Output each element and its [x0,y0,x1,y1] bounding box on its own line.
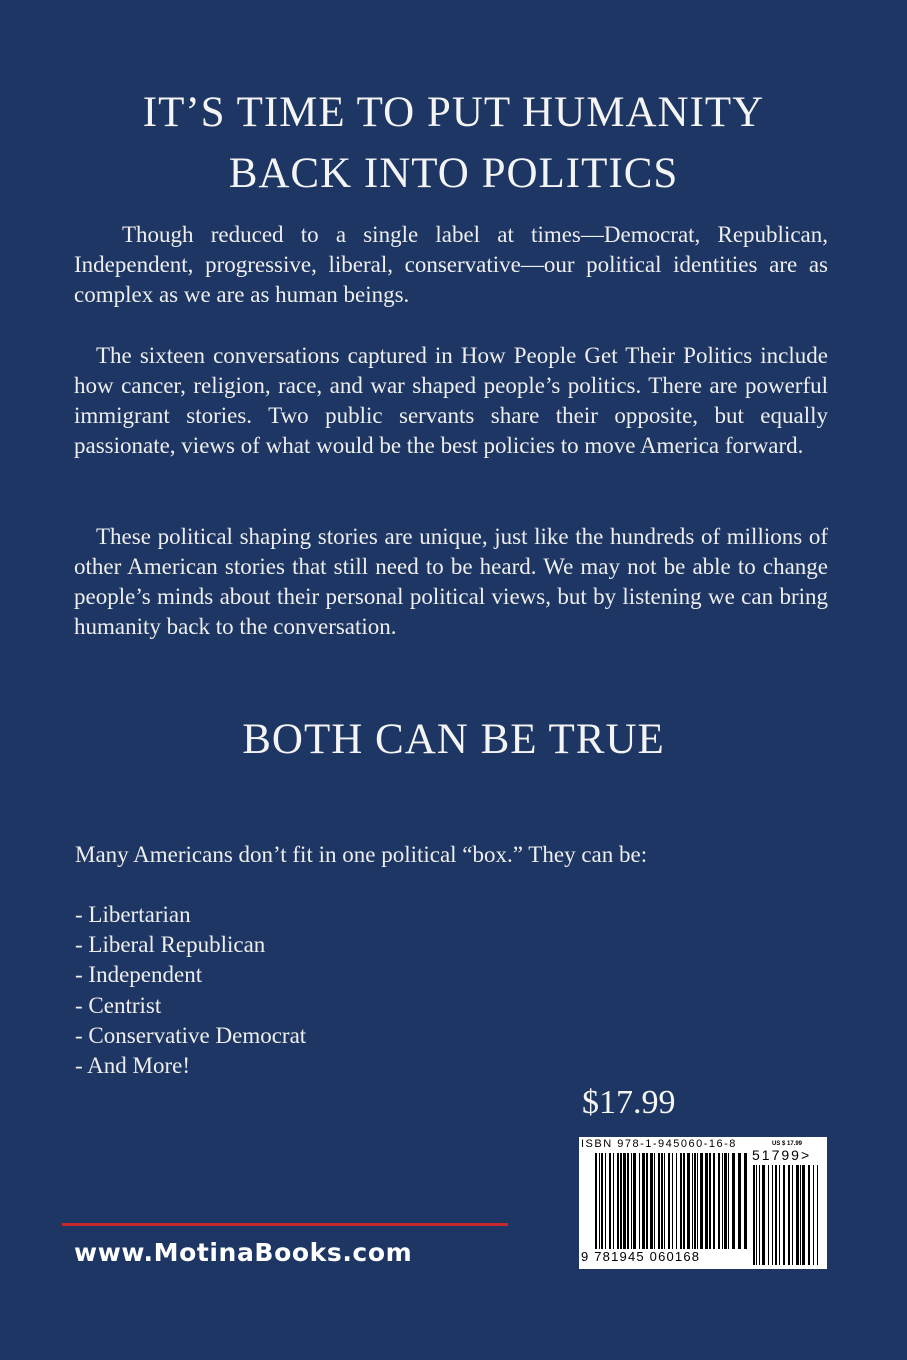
addon-bar [808,1165,810,1265]
ean-number: 9 781945 060168 [581,1249,701,1264]
addon-bar [802,1165,805,1265]
barcode-bar [744,1153,747,1249]
us-price-label: US $ 17.99 [772,1141,803,1147]
barcode-bar [601,1153,603,1249]
addon-bar [800,1165,801,1265]
barcode-bar [668,1153,670,1249]
barcode-bar [654,1153,655,1249]
barcode-bar [722,1153,723,1249]
barcode [579,1137,827,1269]
barcode-bar [709,1153,711,1249]
barcode-bar [728,1153,729,1249]
list-item: - Libertarian [75,902,191,927]
paragraph-2: The sixteen conversations captured in How People Get Their Politics include how cancer, religion, race, and war shaped people’s politics. There are powerful immigrant stories. Two public servants share their opposite, but equally passionate, views of what would be the best policies to move America forward. [74,343,828,458]
barcode-bar [613,1153,614,1249]
headline-line-2: BACK INTO POLITICS [228,150,679,197]
list-intro: Many Americans don’t fit in one political “box.” They can be: [75,842,648,867]
barcode-bar [732,1153,735,1249]
addon-bar [792,1165,793,1265]
barcode-bar [680,1153,682,1249]
addon-bar [753,1165,755,1265]
barcode-bar [623,1153,626,1249]
affiliation-list [75,900,306,1081]
barcode-bar [718,1153,720,1249]
barcode-bar [687,1153,690,1249]
addon-bar [788,1165,790,1265]
addon-bar [759,1165,760,1265]
price: $17.99 [582,1084,676,1121]
barcode-bar [713,1153,715,1249]
barcode-bar [664,1153,665,1249]
barcode-bar [694,1153,696,1249]
barcode-bar [676,1153,677,1249]
addon-bar [768,1165,769,1265]
addon-number [752,1147,811,1163]
addon-arrow: > [800,1147,812,1163]
barcode-bar [705,1153,708,1249]
barcode-bar [658,1153,660,1249]
paragraph-1: Though reduced to a single label at times—Democrat, Republican, Independent, progressive, liberal, conservative—our political identities are as complex as we are as human beings. [74,222,828,307]
subheading: BOTH CAN BE TRUE [242,716,665,763]
barcode-bar [672,1153,673,1249]
barcode-bar [620,1153,622,1249]
isbn-text: ISBN 978-1-945060-16-8 [581,1138,737,1150]
paragraph-3: These political shaping stories are unique, just like the hundreds of millions of other American stories that still need to be heard. We may not be able to change people’s minds about their personal political views, but by listening we can bring humanity back to the conversation. [74,524,828,639]
barcode-bar [661,1153,663,1249]
website-url: www.MotinaBooks.com [74,1238,413,1267]
addon-bar [775,1165,777,1265]
list-item: - And More! [75,1053,190,1079]
list-item: - Conservative Democrat [75,1022,307,1048]
barcode-bar [697,1153,698,1249]
barcode-bar [631,1153,632,1249]
barcode-bar [692,1153,693,1249]
addon-bar [756,1165,757,1265]
barcode-bar [683,1153,685,1249]
barcode-bar [595,1153,597,1249]
addon-bar [817,1165,818,1265]
addon-bar [762,1165,765,1265]
barcode-bar [627,1153,629,1249]
barcode-bar [639,1153,640,1249]
headline-line-1: IT’S TIME TO PUT HUMANITY [142,89,765,136]
barcode-bar [642,1153,645,1249]
barcode-bar [617,1153,619,1249]
barcode-bar [605,1153,606,1249]
barcode-bar [738,1153,741,1249]
barcode-bar [724,1153,727,1249]
addon-digits: 51799 [752,1147,801,1163]
barcode-bar [700,1153,703,1249]
addon-bar [813,1165,814,1265]
addon-bar [779,1165,780,1265]
barcode-bar [599,1153,600,1249]
addon-bar [783,1165,785,1265]
barcode-bar [646,1153,648,1249]
list-item: - Liberal Republican [75,932,266,958]
red-rule [62,1223,508,1226]
addon-bar [796,1165,799,1265]
barcode-bar [650,1153,653,1249]
list-item: - Centrist [75,992,162,1018]
list-item: - Independent [75,962,203,988]
barcode-bar [633,1153,636,1249]
barcode-bar [609,1153,611,1249]
addon-bar [772,1165,773,1265]
headline [0,82,907,204]
